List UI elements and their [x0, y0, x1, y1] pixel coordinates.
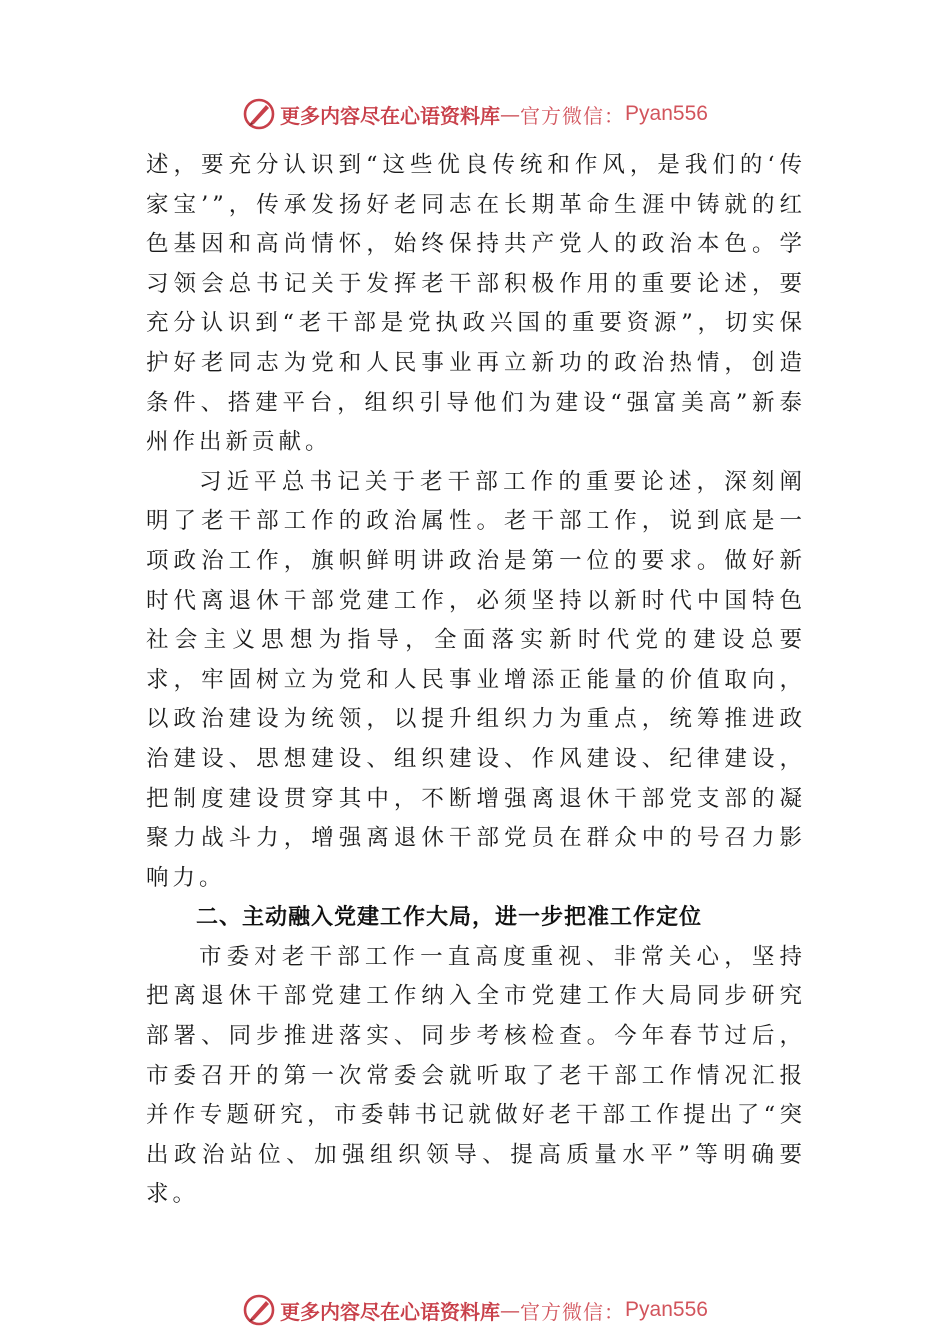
footer-watermark-banner [0, 1290, 950, 1330]
pen-logo-icon [242, 1293, 276, 1327]
section-heading: 二、主动融入党建工作大局，进一步把准工作定位 [196, 905, 703, 931]
document-body [146, 146, 806, 1215]
banner-separator: — [500, 102, 521, 126]
banner-wechat-label: 官方微信： [520, 103, 626, 128]
paragraph-continued: 述，要充分认识到“这些优良传统和作风，是我们的‘传家宝’”，传承发扬好老同志在长期革命生涯中铸就的红色基因和高尚情怀，始终保持共产党人的政治本色。学习领会总书记关于发挥老干部积极作用的重要论述，要充分认识到“老干部是党执政兴国的重要资源”，切实保护好老同志为党和人民事业再立新功的政治热情，创造条件、搭建平台，组织引导他们为建设“强富美高”新泰州作出新贡献。 [146, 152, 806, 456]
banner-main-text: 更多内容尽在心语资料库 [280, 103, 501, 128]
banner-separator: — [500, 1298, 521, 1322]
header-watermark-banner [0, 94, 950, 134]
paragraph: 习近平总书记关于老干部工作的重要论述，深刻阐明了老干部工作的政治属性。老干部工作，说到底是一项政治工作，旗帜鲜明讲政治是第一位的要求。做好新时代离退休干部党建工作，必须坚持以新时代中国特色社会主义思想为指导，全面落实新时代党的建设总要求，牢固树立为党和人民事业增添正能量的价值取向，以政治建设为统领，以提升组织力为重点，统筹推进政治建设、思想建设、组织建设、作风建设、纪律建设，把制度建设贯穿其中，不断增强离退休干部党支部的凝聚力战斗力，增强离退休干部党员在群众中的号召力影响力。 [146, 468, 806, 891]
banner-wechat-id: Pyan556 [625, 102, 708, 125]
banner-main-text: 更多内容尽在心语资料库 [280, 1299, 501, 1324]
paragraph: 市委对老干部工作一直高度重视、非常关心，坚持把离退休干部党建工作纳入全市党建工作大局同步研究部署、同步推进落实、同步考核检查。今年春节过后，市委召开的第一次常委会就听取了老干部工作情况汇报并作专题研究，市委韩书记就做好老干部工作提出了“突出政治站位、加强组织领导、提高质量水平”等明确要求。 [146, 943, 806, 1208]
pen-logo-icon [242, 97, 276, 131]
banner-wechat-id: Pyan556 [625, 1298, 708, 1321]
banner-wechat-label: 官方微信： [520, 1299, 626, 1324]
